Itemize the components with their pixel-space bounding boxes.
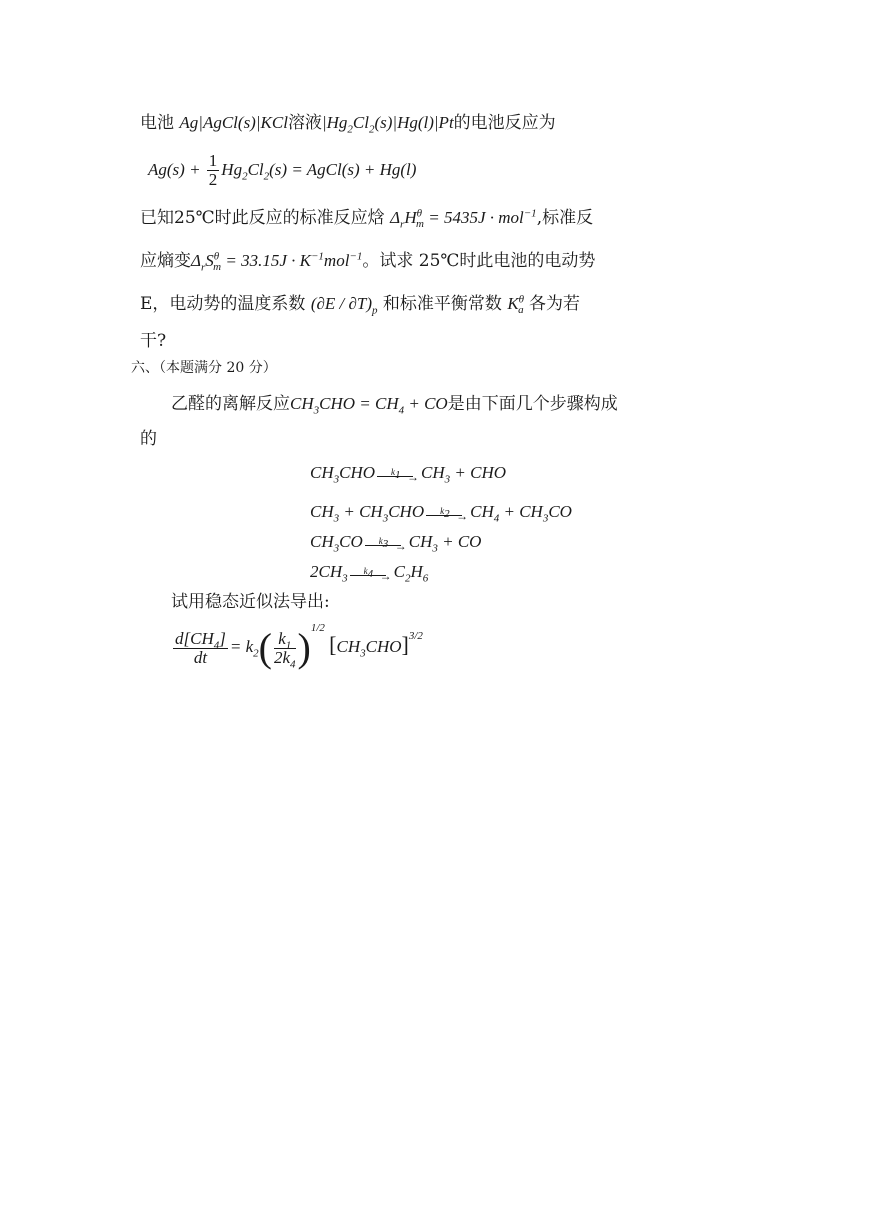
enthalpy-tail: ,标准反 bbox=[536, 208, 594, 228]
arrow-icon: $k_2$ → bbox=[426, 506, 468, 520]
cell-suffix-text: 的电池反应为 bbox=[453, 113, 556, 133]
equilibrium-constant: $K^\theta_a$ bbox=[507, 293, 525, 317]
instruction-line bbox=[171, 591, 330, 613]
arrow-icon: $k_4$ → bbox=[350, 566, 392, 580]
cell-statement bbox=[140, 112, 556, 134]
entropy-expression: $\Delta_rS^\theta_m = 33.15J \cdot K^{-1}mol^{-1}$ bbox=[191, 250, 363, 274]
decomposition-intro bbox=[171, 393, 618, 415]
entropy-tail: 。试求 25℃时此电池的电动势 bbox=[362, 251, 596, 271]
enthalpy-intro: 已知25℃时此反应的标准反应焓 bbox=[140, 208, 385, 228]
entropy-intro: 应熵变 bbox=[140, 251, 191, 271]
intro-head: 乙醛的离解反应 bbox=[171, 394, 290, 414]
question-line bbox=[140, 293, 580, 315]
question-head: E，电动势的温度系数 bbox=[140, 294, 306, 314]
problem6-header-text: 六、（本题满分 20 分） bbox=[131, 360, 277, 376]
mechanism-step-2: $CH_3 + CH_3CHO$ $k_2$ → $CH_4 + CH_3CO$ bbox=[310, 502, 572, 525]
enthalpy-expression: $\Delta_rH^\theta_m = 5435J \cdot mol^{-1}$ bbox=[390, 207, 537, 231]
mechanism-step-3: $CH_3CO$ $k_3$ → $CH_3$ + CO bbox=[310, 532, 482, 555]
enthalpy-line bbox=[140, 207, 593, 229]
rate-law-equation: $\frac{d[CH_4]}{dt}$ = $k_2$( $\frac{k_1}{2k_4}$ )$^{1/2}$ $[CH_3CHO]^{3/2}$ bbox=[175, 622, 423, 671]
arrow-icon: $k_3$ → bbox=[365, 536, 407, 550]
question-line-wrap bbox=[140, 330, 166, 352]
arrow-icon: $k_1$ → bbox=[377, 467, 419, 481]
instruction-text: 试用稳态近似法导出: bbox=[171, 592, 330, 612]
question-tail: 各为若 bbox=[528, 294, 580, 314]
cell-intro-text: 电池 bbox=[140, 113, 174, 133]
temp-coefficient: $(\partial E / \partial T)_p$ bbox=[310, 294, 378, 317]
question-mid: 和标准平衡常数 bbox=[382, 294, 502, 314]
intro-wrap-text: 的 bbox=[140, 429, 157, 449]
problem6-header bbox=[131, 357, 277, 379]
question-wrap-text: 干? bbox=[140, 331, 167, 351]
cell-reaction-equation: Ag(s) + $\frac{1}{2}$ $Hg_2Cl_2(s)$ = AgCl(s) + Hg(l) bbox=[148, 151, 417, 189]
overall-reaction: $CH_3CHO = CH_4$ + CO bbox=[290, 394, 448, 417]
cell-notation: Ag|AgCl(s)|KCl溶液$|Hg_2Cl_2(s)|Hg(l)|Pt$ bbox=[179, 113, 454, 136]
intro-tail: 是由下面几个步骤构成 bbox=[447, 394, 618, 414]
mechanism-step-4: $2CH_3$ $k_4$ → $C_2H_6$ bbox=[310, 562, 429, 585]
entropy-line bbox=[140, 250, 595, 272]
mechanism-step-1: $CH_3CHO$ $k_1$ → $CH_3$ + CHO bbox=[310, 463, 507, 486]
decomposition-intro-wrap bbox=[140, 428, 157, 450]
